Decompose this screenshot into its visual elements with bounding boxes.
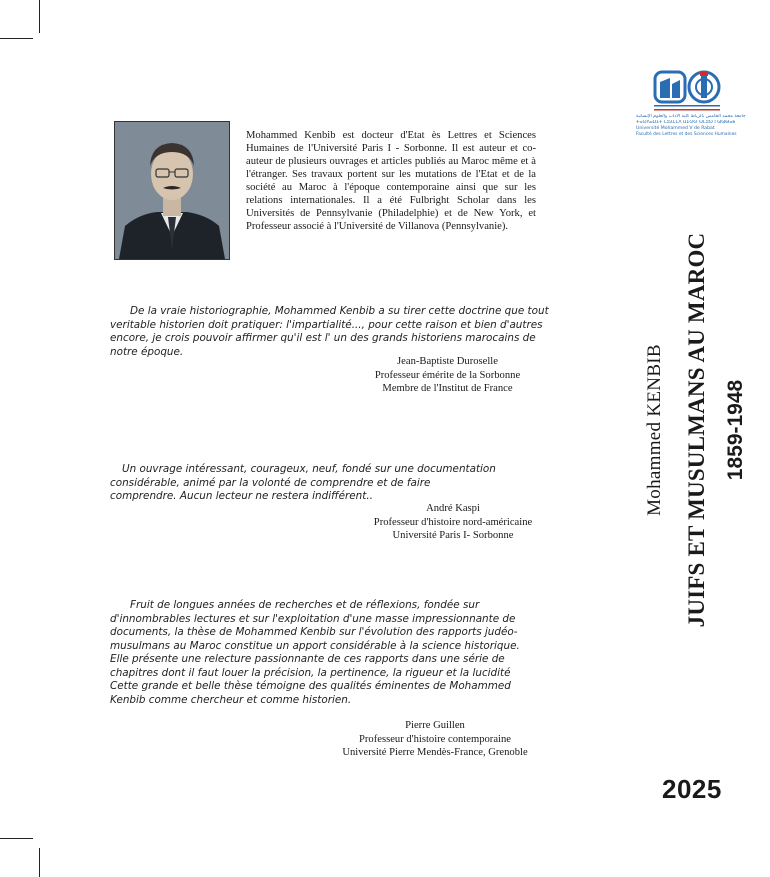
- logo-tifinagh-text: ⵜⴰⵙⴷⴰⵡⵉⵜ ⵎⵓⵃⵎⵎⴷ ⵡⵉⵙⵙ ⵙⵎⵓⵙ ⵏ ⵕⵕⴱⴰⵟ: [636, 120, 736, 125]
- spine-author-last: KENBIB: [644, 344, 665, 417]
- signature-role: Professeur d'histoire nord-américaine: [373, 516, 533, 528]
- signature-role: Professeur d'histoire contemporaine: [359, 733, 511, 745]
- signature-name: Jean-Baptiste Duroselle: [397, 356, 498, 367]
- signature-role: Professeur émérite de la Sorbonne: [374, 369, 521, 381]
- signature-affiliation: Membre de l'Institut de France: [382, 383, 513, 394]
- author-photo: [114, 121, 230, 260]
- crop-mark-bottom-left-vertical: [39, 848, 40, 877]
- logo-university-name: Université Mohammed V de Rabat: [636, 126, 715, 131]
- spine-author-first: Mohammed: [644, 421, 665, 516]
- quote-guillen-signature: [322, 719, 548, 760]
- author-bio: Mohammed Kenbib est docteur d'Etat ès Lettres et Sciences Humaines de l'Université Paris I - Sorbonne. Il est auteur et co-auteur de plusieurs ouvrages et articles publiés au Maroc même et à l'étranger. Ses travaux portent sur les mutations de l'Etat et de la société au Maroc à l'époque contemporaine ainsi que sur les relations internationales. Il a été Fulbright Scholar dans les Universités de Pennsylvanie (Philadelphie) et de New York, et Professeur associé à l'Université de Villanova (Pennsylvanie).: [246, 130, 536, 232]
- signature-affiliation: Université Paris I- Sorbonne: [392, 530, 514, 541]
- quote-kaspi-text: Un ouvrage intéressant, courageux, neuf, fondé sur une documentation considérable, animé par la volonté de comprendre et de faire comprendre. Aucun lecteur ne restera indifférent..: [110, 463, 496, 502]
- author-portrait-image: [115, 122, 229, 259]
- publication-year: 2025: [662, 774, 722, 804]
- spine-title: JUIFS ET MUSULMANS AU MAROC: [684, 232, 709, 628]
- logo-arabic-text: جامعة محمد الخامس بالرباط كلية الآداب والعلوم الإنسانية: [636, 114, 746, 119]
- quote-duroselle-signature: [340, 355, 555, 396]
- signature-name: André Kaspi: [426, 503, 480, 514]
- quote-guillen-text: Fruit de longues années de recherches et de réflexions, fondée sur d'innombrables lectures et sur l'exploitation d'une masse impressionnante de documents, la thèse de Mohammed Kenbib sur l'évolution des rapports judéo-musulmans au Maroc constitue un apport considérable à la science historique. Elle présente une relecture passionnante de ces rapports dans une série de chapitres dont il faut louer la précision, la pertinence, la rigueur et la lucidité Cette grande et belle thèse témoigne des qualités éminentes de Mohammed Kenbib comme chercheur et comme historien.: [110, 599, 520, 706]
- logo-faculty-name: Faculté des Lettres et des Sciences Humaines: [636, 132, 737, 137]
- university-logo: [636, 70, 748, 150]
- quote-kaspi-signature: [348, 502, 558, 543]
- spine-author: [644, 344, 666, 516]
- quote-duroselle-text: De la vraie historiographie, Mohammed Kenbib a su tirer cette doctrine que tout veritable historien doit pratiquer: l'impartialité..., pour cette raison et bien d'autres encore, je crois pouvoir affirmer qu'il est l' un des grands historiens marocains de notre époque.: [110, 305, 549, 358]
- signature-affiliation: Université Pierre Mendès-France, Grenoble: [342, 747, 528, 758]
- university-emblem-icon: [636, 70, 748, 114]
- spine-years: 1859-1948: [724, 379, 747, 481]
- crop-mark-top-left-horizontal: [0, 38, 33, 39]
- crop-mark-top-left-vertical: [39, 0, 40, 33]
- signature-name: Pierre Guillen: [405, 720, 465, 731]
- crop-mark-bottom-left-horizontal: [0, 838, 33, 839]
